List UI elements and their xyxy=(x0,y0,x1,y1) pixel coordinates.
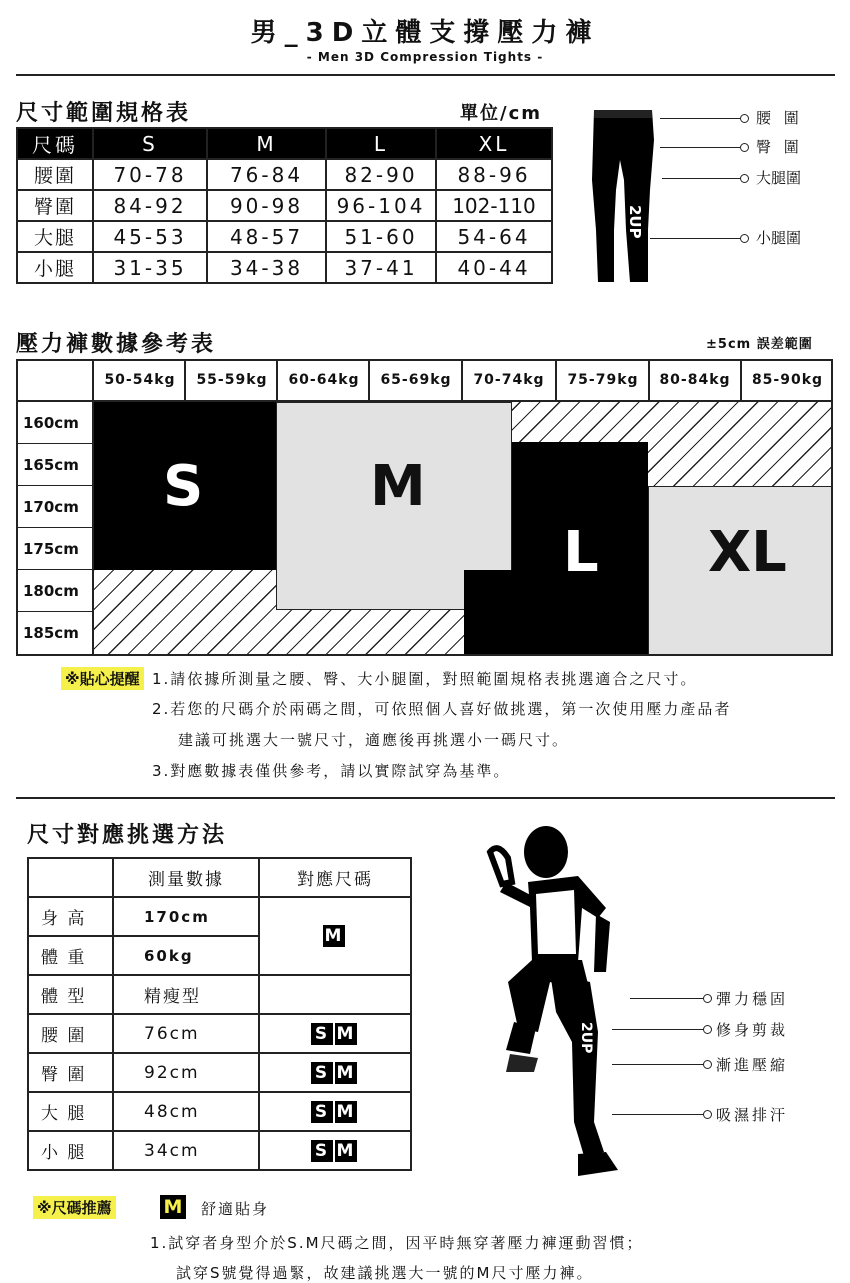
table-cell: 精瘦型 xyxy=(113,975,259,1014)
leader-line xyxy=(612,1114,704,1115)
size-badge-m: M xyxy=(336,1101,356,1122)
table-cell: 60kg xyxy=(113,936,259,975)
table-cell: 48cm xyxy=(113,1092,259,1131)
divider xyxy=(16,74,835,76)
tights-illustration-icon xyxy=(580,100,680,290)
column-header: 尺碼 xyxy=(17,128,93,159)
table-cell: 76cm xyxy=(113,1014,259,1053)
size-cell xyxy=(259,975,411,1014)
height-label: 170cm xyxy=(18,486,94,528)
weight-header-row xyxy=(16,359,833,402)
column-header: XL xyxy=(436,128,552,159)
table-cell: 96-104 xyxy=(326,190,436,221)
leader-dot-icon xyxy=(740,143,749,152)
recommend-label: ※尺碼推薦 xyxy=(33,1196,116,1219)
size-letter-l: L xyxy=(563,520,599,585)
table-cell: 84-92 xyxy=(93,190,207,221)
leader-line xyxy=(650,238,740,239)
table-cell: 76-84 xyxy=(207,159,326,190)
leader-dot-icon xyxy=(703,1025,712,1034)
table-row xyxy=(28,1131,411,1170)
reference-chart-title: 壓力褲數據參考表 xyxy=(16,332,217,357)
brand-mark: 2UP xyxy=(626,205,644,239)
size-cell xyxy=(259,1092,411,1131)
hatch-region xyxy=(648,442,833,486)
leader-dot-icon xyxy=(703,1110,712,1119)
height-label: 160cm xyxy=(18,402,94,444)
size-cell xyxy=(259,1131,411,1170)
leader-dot-icon xyxy=(740,234,749,243)
method-header-row xyxy=(28,858,411,897)
tip-line: 1.請依據所測量之腰、臀、大小腿圍，對照範圍規格表挑選適合之尺寸。 xyxy=(152,670,698,688)
brand-mark: 2UP xyxy=(578,1022,594,1054)
table-row xyxy=(28,1014,411,1053)
measure-label-calf: 小腿圍 xyxy=(756,229,802,247)
weight-header-cell: 85-90kg xyxy=(740,361,833,400)
tip-line: 2.若您的尺碼介於兩碼之間，可依照個人喜好做挑選，第一次使用壓力產品者 xyxy=(152,700,732,718)
size-region-l xyxy=(464,570,648,656)
table-cell: 51-60 xyxy=(326,221,436,252)
table-cell: 82-90 xyxy=(326,159,436,190)
row-label: 臀圍 xyxy=(17,190,93,221)
height-label: 175cm xyxy=(18,528,94,570)
recommend-fit: 舒適貼身 xyxy=(201,1200,270,1218)
empty-cell xyxy=(28,858,113,897)
table-cell: 102-110 xyxy=(436,190,552,221)
runner-illustration-icon xyxy=(478,822,638,1192)
size-badge-s: S xyxy=(311,1023,333,1045)
size-cell xyxy=(259,1014,411,1053)
leader-line xyxy=(612,1064,704,1065)
weight-header-cell: 60-64kg xyxy=(276,361,370,400)
leader-dot-icon xyxy=(703,1060,712,1069)
feature-label: 吸濕排汗 xyxy=(716,1106,789,1124)
table-row xyxy=(17,252,552,283)
page-subtitle: - Men 3D Compression Tights - xyxy=(306,50,544,64)
tolerance-note: ±5cm 誤差範圍 xyxy=(706,337,813,352)
column-header: 對應尺碼 xyxy=(259,858,411,897)
leader-dot-icon xyxy=(703,994,712,1003)
unit-label: 單位/cm xyxy=(460,103,542,124)
height-label: 185cm xyxy=(18,612,94,654)
tip-line: 建議可挑選大一號尺寸，適應後再挑選小一碼尺寸。 xyxy=(178,731,570,749)
size-badge-m: M xyxy=(324,926,344,946)
table-cell: 48-57 xyxy=(207,221,326,252)
size-badge-m: M xyxy=(336,1140,356,1161)
recommend-line: 試穿S號覺得過緊，故建議挑選大一號的M尺寸壓力褲。 xyxy=(176,1264,594,1282)
table-row xyxy=(17,221,552,252)
table-cell: 88-96 xyxy=(436,159,552,190)
weight-header-cell: 50-54kg xyxy=(92,361,186,400)
table-row xyxy=(28,1092,411,1131)
row-label: 小腿 xyxy=(17,252,93,283)
size-reference-grid xyxy=(16,402,833,656)
table-cell: 34cm xyxy=(113,1131,259,1170)
row-label: 腰圍 xyxy=(17,159,93,190)
table-cell: 70-78 xyxy=(93,159,207,190)
size-badge-m: M xyxy=(336,1062,356,1083)
size-chart-table xyxy=(16,127,553,284)
tip-line: 3.對應數據表僅供參考，請以實際試穿為基準。 xyxy=(152,762,511,780)
row-label: 小 腿 xyxy=(28,1131,113,1170)
table-cell: 92cm xyxy=(113,1053,259,1092)
measure-label-waist: 腰 圍 xyxy=(756,109,803,127)
table-cell: 37-41 xyxy=(326,252,436,283)
leader-dot-icon xyxy=(740,114,749,123)
table-cell: 90-98 xyxy=(207,190,326,221)
recommend-line: 1.試穿者身型介於S.M尺碼之間，因平時無穿著壓力褲運動習慣； xyxy=(150,1234,644,1252)
leader-line xyxy=(662,178,740,179)
measure-label-thigh: 大腿圍 xyxy=(756,169,802,187)
table-cell: 40-44 xyxy=(436,252,552,283)
weight-header-cell: 65-69kg xyxy=(368,361,462,400)
column-header: 測量數據 xyxy=(113,858,259,897)
size-letter-m: M xyxy=(370,454,426,519)
weight-header-cell: 70-74kg xyxy=(461,361,555,400)
table-cell: 54-64 xyxy=(436,221,552,252)
recommend-size-badge: M xyxy=(160,1195,186,1219)
height-label: 180cm xyxy=(18,570,94,612)
row-label: 大腿 xyxy=(17,221,93,252)
row-label: 身 高 xyxy=(28,897,113,936)
leader-line xyxy=(660,118,740,119)
measure-label-hip: 臀 圍 xyxy=(756,138,803,156)
size-chart-header-row xyxy=(17,128,552,159)
size-badge-s: S xyxy=(311,1140,333,1162)
table-row xyxy=(28,897,411,936)
feature-label: 漸進壓縮 xyxy=(716,1056,789,1074)
size-badge-s: S xyxy=(311,1062,333,1084)
leader-dot-icon xyxy=(740,174,749,183)
row-label: 體 型 xyxy=(28,975,113,1014)
divider xyxy=(16,797,835,799)
table-cell: 170cm xyxy=(113,897,259,936)
weight-header-cell: 75-79kg xyxy=(555,361,649,400)
size-chart-title: 尺寸範圍規格表 xyxy=(16,101,192,126)
size-badge-s: S xyxy=(311,1101,333,1123)
size-cell xyxy=(259,1053,411,1092)
table-row xyxy=(17,190,552,221)
weight-header-cell: 80-84kg xyxy=(648,361,740,400)
table-row xyxy=(28,975,411,1014)
leader-line xyxy=(612,1029,704,1030)
leader-line xyxy=(660,147,740,148)
column-header: M xyxy=(207,128,326,159)
table-cell: 31-35 xyxy=(93,252,207,283)
table-row xyxy=(28,1053,411,1092)
page-title: 男_3D立體支撐壓力褲 xyxy=(250,18,600,48)
leader-line xyxy=(630,998,704,999)
row-label: 大 腿 xyxy=(28,1092,113,1131)
tips-label: ※貼心提醒 xyxy=(61,667,144,690)
method-table xyxy=(27,857,412,1171)
table-cell: 34-38 xyxy=(207,252,326,283)
row-label: 腰 圍 xyxy=(28,1014,113,1053)
table-cell: 45-53 xyxy=(93,221,207,252)
row-label: 體 重 xyxy=(28,936,113,975)
row-label: 臀 圍 xyxy=(28,1053,113,1092)
column-header: L xyxy=(326,128,436,159)
size-cell xyxy=(259,897,411,975)
weight-header-cell: 55-59kg xyxy=(184,361,278,400)
size-badge-m: M xyxy=(336,1023,356,1044)
height-label: 165cm xyxy=(18,444,94,486)
feature-label: 彈力穩固 xyxy=(716,990,789,1008)
method-title: 尺寸對應挑選方法 xyxy=(27,823,228,848)
table-row xyxy=(17,159,552,190)
size-letter-xl: XL xyxy=(708,520,787,585)
feature-label: 修身剪裁 xyxy=(716,1021,789,1039)
column-header: S xyxy=(93,128,207,159)
size-letter-s: S xyxy=(163,454,204,519)
